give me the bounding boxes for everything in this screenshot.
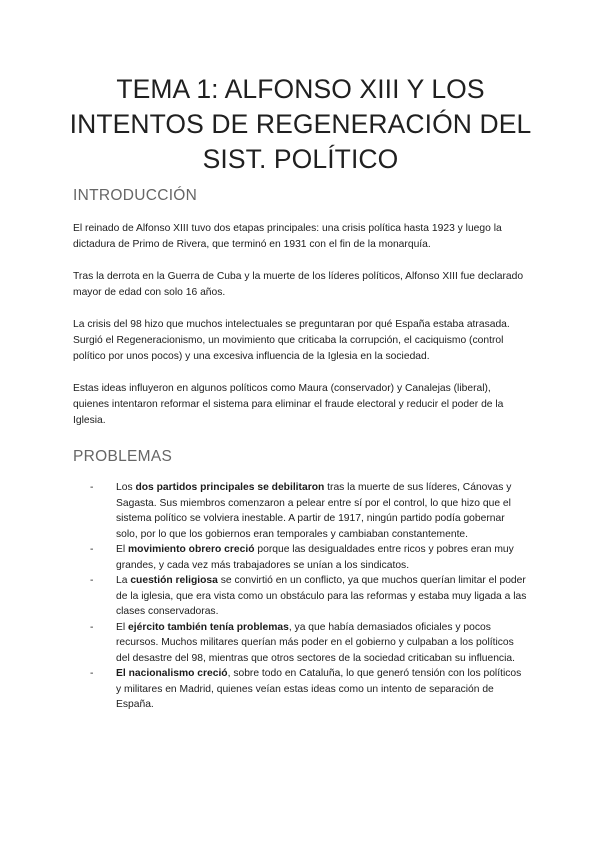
list-item (90, 573, 528, 620)
dash-bullet: - (90, 575, 94, 586)
item-text: tras la muerte de sus líderes, Cánovas y Sagasta. Sus miembros comenzaron a pelear entre sí por el control, lo que hizo que el sistema político se volviera inestable. A partir de 1917, ningún partido podía gobernar solo, por lo que los gobiernos eran temporales y cambiaban constantemente. (116, 482, 512, 540)
list-item (90, 480, 528, 542)
item-bold-text: El nacionalismo creció (116, 668, 228, 679)
item-text: porque las desigualdades entre ricos y pobres eran muy grandes, y cada vez más trabajadores se unían a los sindicatos. (116, 544, 514, 571)
item-prefix: Los (116, 482, 136, 493)
title-line-2: INTENTOS DE REGENERACIÓN DEL (69, 109, 532, 139)
item-bold-text: ejército también tenía problemas (128, 621, 289, 633)
list-item (90, 542, 528, 573)
problems-list (73, 480, 528, 713)
intro-paragraph-3: La crisis del 98 hizo que muchos intelectuales se preguntaran por qué España estaba atrasada. Surgió el Regeneracionismo, un movimiento que criticaba la corrupción, el caciquismo (control político por unos pocos) y una excesiva influencia de la Iglesia en la sociedad. (73, 319, 510, 362)
item-prefix: La (116, 575, 131, 586)
intro-paragraph-4: Estas ideas influyeron en algunos políticos como Maura (conservador) y Canalejas (liberal), quienes intentaron reformar el sistema para eliminar el fraude electoral y reducir el poder de la Iglesia. (73, 383, 504, 426)
dash-bullet: - (90, 482, 94, 493)
item-prefix: El (116, 621, 129, 633)
item-bold-text: dos partidos principales se debilitaron (135, 482, 325, 493)
problems-heading: PROBLEMAS (73, 448, 173, 465)
item-bold-text: cuestión religiosa (130, 575, 218, 586)
document-title (63, 72, 538, 177)
item-prefix: El (116, 544, 129, 555)
dash-bullet: - (90, 668, 94, 679)
item-text: , ya que había demasiados oficiales y pocos recursos. Muchos militares querían más poder en el gobierno y culpaban a los políticos del desastre del 98, mientras que otros sectores de la sociedad criticaban su influencia. (116, 621, 515, 664)
dash-bullet: - (90, 544, 94, 555)
item-text: se convirtió en un conflicto, ya que muchos querían limitar el poder de la iglesia, que era vista como un obstáculo para las reformas y estaba muy ligada a las clases conservadoras. (116, 575, 527, 617)
list-item (90, 666, 528, 713)
intro-heading: INTRODUCCIÓN (73, 187, 198, 204)
item-text: , sobre todo en Cataluña, lo que generó tensión con los políticos y militares en Madrid, quienes veían estas ideas como un intento de separación de España. (116, 668, 522, 710)
dash-bullet: - (90, 621, 94, 633)
intro-paragraph-2: Tras la derrota en la Guerra de Cuba y la muerte de los líderes políticos, Alfonso XIII fue declarado mayor de edad con solo 16 años. (73, 271, 524, 298)
intro-paragraph-1: El reinado de Alfonso XIII tuvo dos etapas principales: una crisis política hasta 1923 y luego la dictadura de Primo de Rivera, que terminó en 1931 con el fin de la monarquía. (73, 223, 502, 250)
list-item (90, 620, 528, 667)
title-line-1: TEMA 1: ALFONSO XIII Y LOS (116, 74, 485, 104)
item-bold-text: movimiento obrero creció (128, 544, 255, 555)
title-line-3: SIST. POLÍTICO (202, 144, 399, 174)
